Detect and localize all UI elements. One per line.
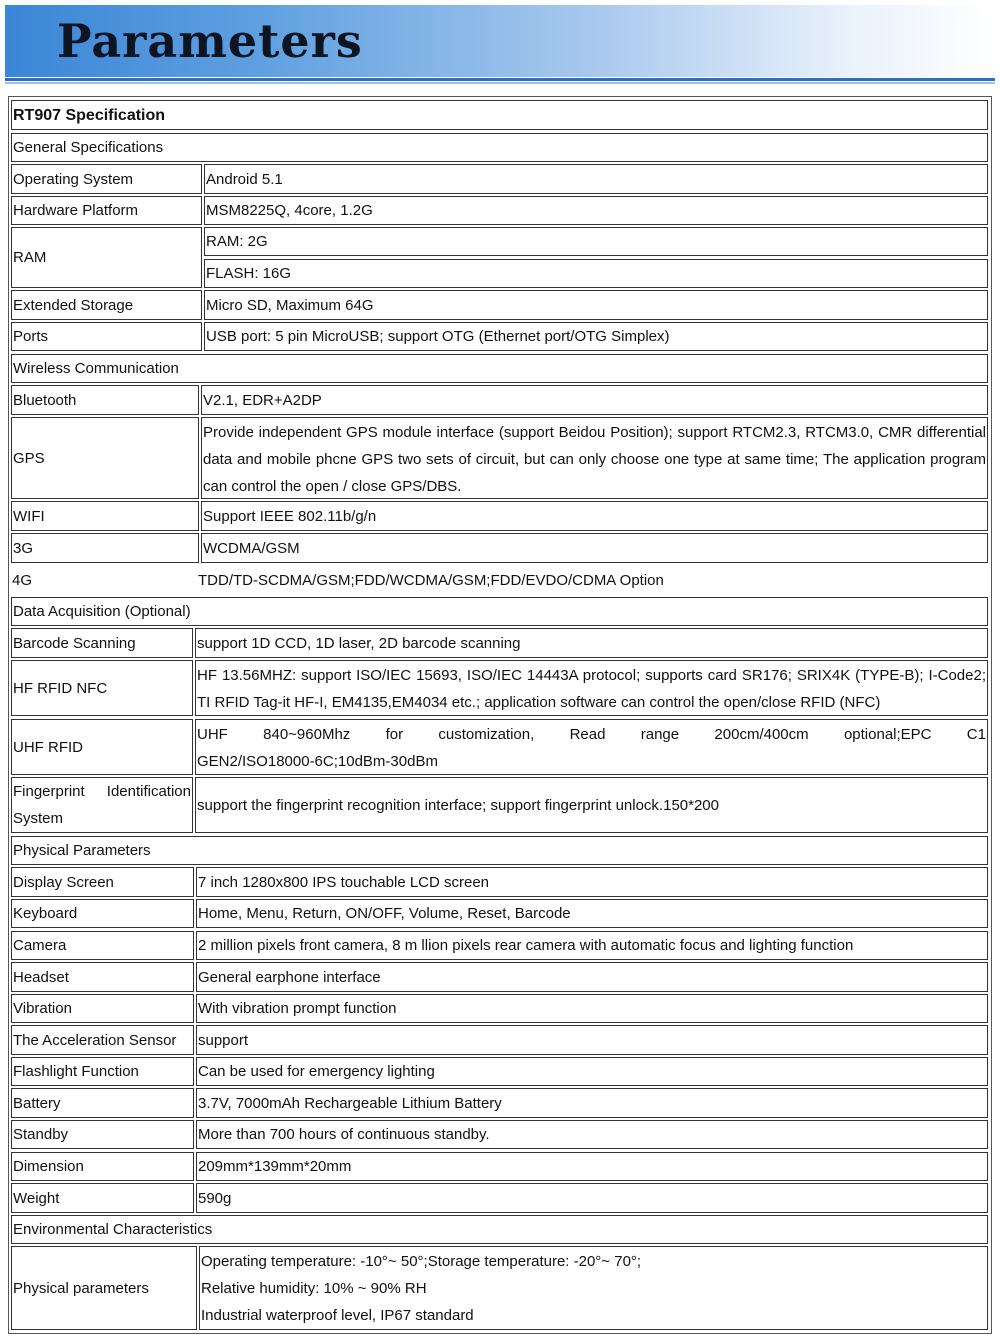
- spec-value: Can be used for emergency lighting: [196, 1057, 988, 1086]
- spec-value: 590g: [196, 1183, 988, 1213]
- table-row: [11, 962, 988, 992]
- table-row: [11, 628, 988, 658]
- spec-label: Ports: [11, 322, 202, 351]
- table-row: [11, 994, 988, 1023]
- spec-label: RAM: [11, 227, 202, 288]
- table-row: [11, 1025, 988, 1055]
- spec-label: Flashlight Function: [11, 1057, 194, 1086]
- spec-value: MSM8225Q, 4core, 1.2G: [204, 196, 988, 225]
- spec-title-row: [11, 100, 988, 130]
- section-heading: Physical Parameters: [11, 836, 988, 865]
- table-row: [11, 417, 988, 499]
- spec-label: Vibration: [11, 994, 194, 1023]
- spec-label: Camera: [11, 931, 194, 960]
- spec-value: Android 5.1: [204, 164, 988, 194]
- spec-value: UHF 840~960Mhz for customization, Read range 200cm/400cm optional;EPC C1 GEN2/ISO18000-6C;10dBm-30dBm: [195, 719, 988, 775]
- spec-label: HF RFID NFC: [11, 660, 193, 716]
- table-row: [11, 501, 988, 531]
- spec-value: RAM: 2G: [204, 227, 988, 256]
- table-row: [11, 1183, 988, 1213]
- section-heading: Data Acquisition (Optional): [11, 597, 988, 626]
- spec-value: FLASH: 16G: [204, 259, 988, 288]
- section-physical: [11, 836, 988, 865]
- section-environment: [11, 1215, 988, 1244]
- header-banner: [5, 5, 995, 77]
- table-row: [11, 566, 988, 594]
- table-row: [11, 227, 988, 288]
- table-row: [11, 777, 988, 833]
- table-row: [11, 533, 988, 563]
- header-divider: [5, 78, 995, 81]
- spec-label: Headset: [11, 962, 194, 992]
- spec-label: 4G: [12, 571, 33, 589]
- spec-value: More than 700 hours of continuous standby.: [196, 1120, 988, 1149]
- section-heading: Wireless Communication: [11, 354, 988, 383]
- spec-label: The Acceleration Sensor: [11, 1025, 194, 1055]
- spec-value: support 1D CCD, 1D laser, 2D barcode scanning: [195, 628, 988, 658]
- spec-label: Operating System: [11, 164, 202, 194]
- spec-label: Fingerprint Identification System: [11, 777, 193, 833]
- spec-value: V2.1, EDR+A2DP: [201, 385, 988, 415]
- spec-label: UHF RFID: [11, 719, 193, 775]
- page-title: Parameters: [57, 14, 363, 68]
- spec-value: support the fingerprint recognition interface; support fingerprint unlock.150*200: [195, 777, 988, 833]
- spec-value: General earphone interface: [196, 962, 988, 992]
- table-row: [11, 164, 988, 194]
- spec-label: Barcode Scanning: [11, 628, 193, 658]
- spec-value: 209mm*139mm*20mm: [196, 1152, 988, 1181]
- section-wireless: [11, 354, 988, 383]
- table-row: [11, 719, 988, 775]
- table-row: [11, 1088, 988, 1118]
- table-row: [11, 322, 988, 351]
- section-data-acquisition: [11, 597, 988, 626]
- spec-label: Dimension: [11, 1152, 194, 1181]
- spec-label: Weight: [11, 1183, 194, 1213]
- spec-value: 2 million pixels front camera, 8 m llion pixels rear camera with automatic focus and lighting function: [196, 931, 988, 960]
- table-row: [11, 290, 988, 320]
- spec-label: Hardware Platform: [11, 196, 202, 225]
- env-line: Operating temperature: -10°~ 50°;Storage temperature: -20°~ 70°;: [201, 1253, 642, 1270]
- spec-label: Physical parameters: [11, 1246, 197, 1330]
- table-row: [11, 1152, 988, 1181]
- section-heading: General Specifications: [11, 133, 988, 162]
- section-heading: Environmental Characteristics: [11, 1215, 988, 1244]
- spec-value: Support IEEE 802.11b/g/n: [201, 501, 988, 531]
- spec-value: [199, 1246, 988, 1330]
- env-line: Industrial waterproof level, IP67 standard: [201, 1307, 474, 1324]
- spec-label: Bluetooth: [11, 385, 199, 415]
- table-row: [11, 867, 988, 897]
- spec-label: Standby: [11, 1120, 194, 1149]
- spec-label: GPS: [11, 417, 199, 499]
- spec-label: Battery: [11, 1088, 194, 1118]
- spec-value: WCDMA/GSM: [201, 533, 988, 563]
- spec-value: HF 13.56MHZ: support ISO/IEC 15693, ISO/IEC 14443A protocol; supports card SR176; SRIX4K (TYPE-B); I-Code2; TI RFID Tag-it HF-I, EM4135,EM4034 etc.; application software can control the open/close RFID (NFC): [195, 660, 988, 716]
- spec-label: Keyboard: [11, 899, 194, 928]
- spec-label: 3G: [11, 533, 199, 563]
- table-row: [11, 196, 988, 225]
- spec-value: 3.7V, 7000mAh Rechargeable Lithium Battery: [196, 1088, 988, 1118]
- spec-value: With vibration prompt function: [196, 994, 988, 1023]
- table-row: [11, 660, 988, 716]
- ram-values: [204, 227, 988, 288]
- spec-value: Micro SD, Maximum 64G: [204, 290, 988, 320]
- spec-value: Home, Menu, Return, ON/OFF, Volume, Reset, Barcode: [196, 899, 988, 928]
- spec-label: Extended Storage: [11, 290, 202, 320]
- spec-value: support: [196, 1025, 988, 1055]
- table-row: [11, 1120, 988, 1149]
- table-row: [11, 899, 988, 928]
- spec-value: USB port: 5 pin MicroUSB; support OTG (Ethernet port/OTG Simplex): [204, 322, 988, 351]
- table-row: [11, 1246, 988, 1330]
- env-line: Relative humidity: 10% ~ 90% RH: [201, 1280, 427, 1297]
- section-general: [11, 133, 988, 162]
- table-row: [11, 385, 988, 415]
- spec-value: TDD/TD-SCDMA/GSM;FDD/WCDMA/GSM;FDD/EVDO/CDMA Option: [198, 571, 664, 589]
- table-row: [11, 931, 988, 960]
- spec-title: RT907 Specification: [11, 100, 988, 130]
- header-divider-light: [5, 82, 995, 84]
- spec-label: WIFI: [11, 501, 199, 531]
- spec-value: 7 inch 1280x800 IPS touchable LCD screen: [196, 867, 988, 897]
- spec-value: Provide independent GPS module interface (support Beidou Position); support RTCM2.3, RTCM3.0, CMR differential data and mobile phcne GPS two sets of circuit, but can only choose one type at same time; The application program can control the open / close GPS/DBS.: [201, 417, 988, 499]
- table-row: [11, 1057, 988, 1086]
- spec-label: Display Screen: [11, 867, 194, 897]
